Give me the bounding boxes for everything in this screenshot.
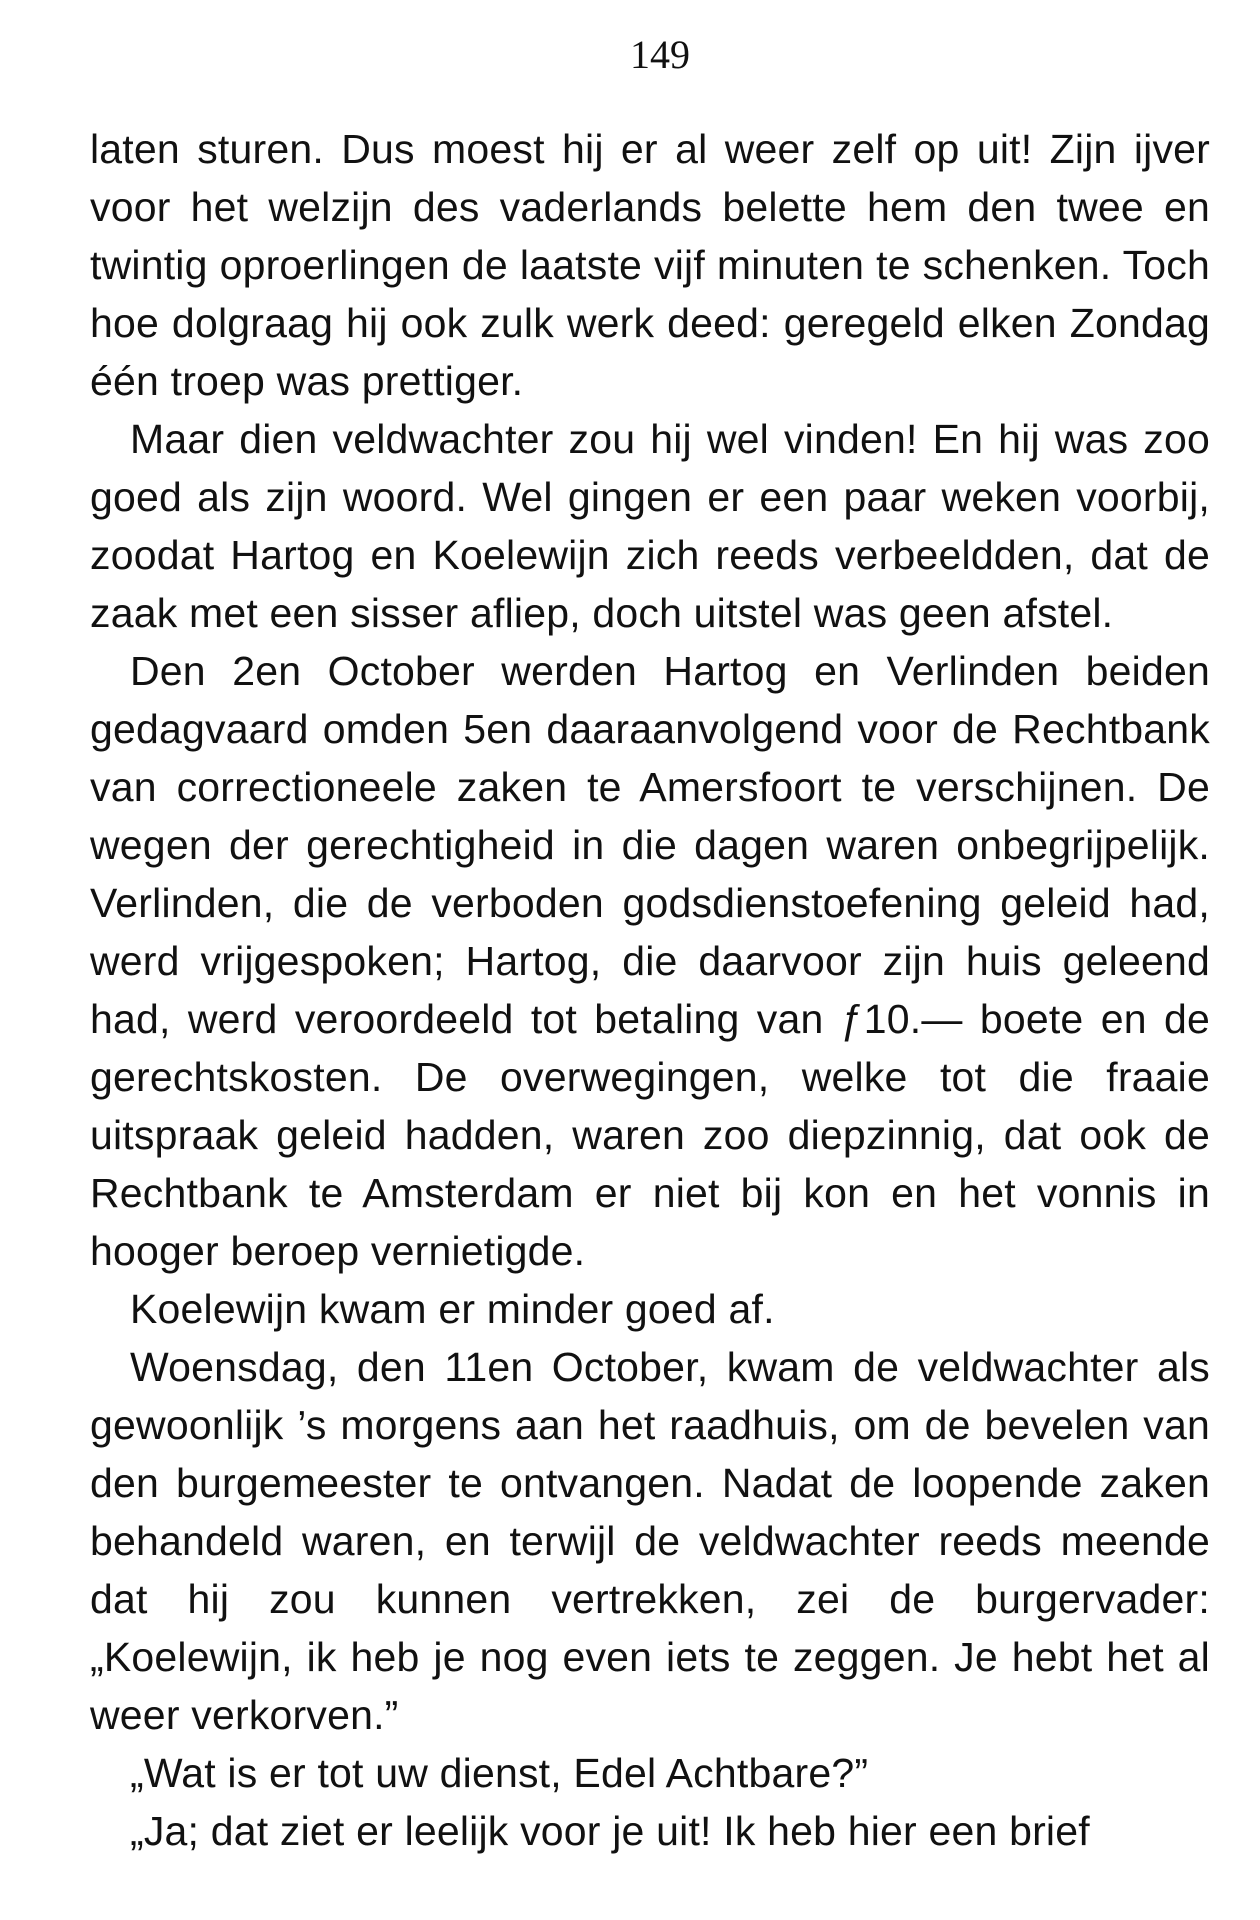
paragraph: laten sturen. Dus moest hij er al weer zelf op uit! Zijn ijver voor het welzijn des vaderlands belette hem den twee en twintig oproerlingen de laatste vijf minuten te schenken. Toch hoe dolgraag hij ook zulk werk deed: geregeld elken Zondag één troep was prettiger. <box>90 126 1210 404</box>
page-number: 149 <box>630 32 690 77</box>
paragraph: Den 2en October werden Hartog en Verlinden beiden gedagvaard omden 5en daaraanvolgend voor de Rechtbank van correctioneele zaken te Amersfoort te verschijnen. De wegen der gerechtigheid in die dagen waren onbegrijpelijk. Verlinden, die de verboden godsdienstoefening geleid had, werd vrijgespoken; Hartog, die daarvoor zijn huis geleend had, werd veroordeeld tot betaling van ƒ10.— boete en de gerechtskosten. De overwegingen, welke tot die fraaie uitspraak geleid hadden, waren zoo diepzinnig, dat ook de Rechtbank te Amsterdam er niet bij kon en het vonnis in hooger beroep vernietigde. <box>90 648 1210 1274</box>
paragraph: Koelewijn kwam er minder goed af. <box>130 1286 775 1332</box>
paragraph: „Wat is er tot uw dienst, Edel Achtbare?” <box>130 1750 869 1796</box>
paragraph: Maar dien veldwachter zou hij wel vinden! En hij was zoo goed als zijn woord. Wel gingen er een paar weken voorbij, zoodat Hartog en Koelewijn zich reeds verbeeldden, dat de zaak met een sisser afliep, doch uitstel was geen afstel. <box>90 416 1210 636</box>
paragraph-last: „Ja; dat ziet er leelijk voor je uit! Ik heb hier een brief <box>130 1808 1090 1854</box>
page-body <box>90 120 1210 1860</box>
book-page <box>90 30 1210 1860</box>
paragraph: Woensdag, den 11en October, kwam de veldwachter als gewoonlijk ’s morgens aan het raadhuis, om de bevelen van den burgemeester te ontvangen. Nadat de loopende zaken behandeld waren, en terwijl de veldwachter reeds meende dat hij zou kunnen vertrekken, zei de burgervader: „Koelewijn, ik heb je nog even iets te zeggen. Je hebt het al weer verkorven.” <box>90 1344 1210 1738</box>
